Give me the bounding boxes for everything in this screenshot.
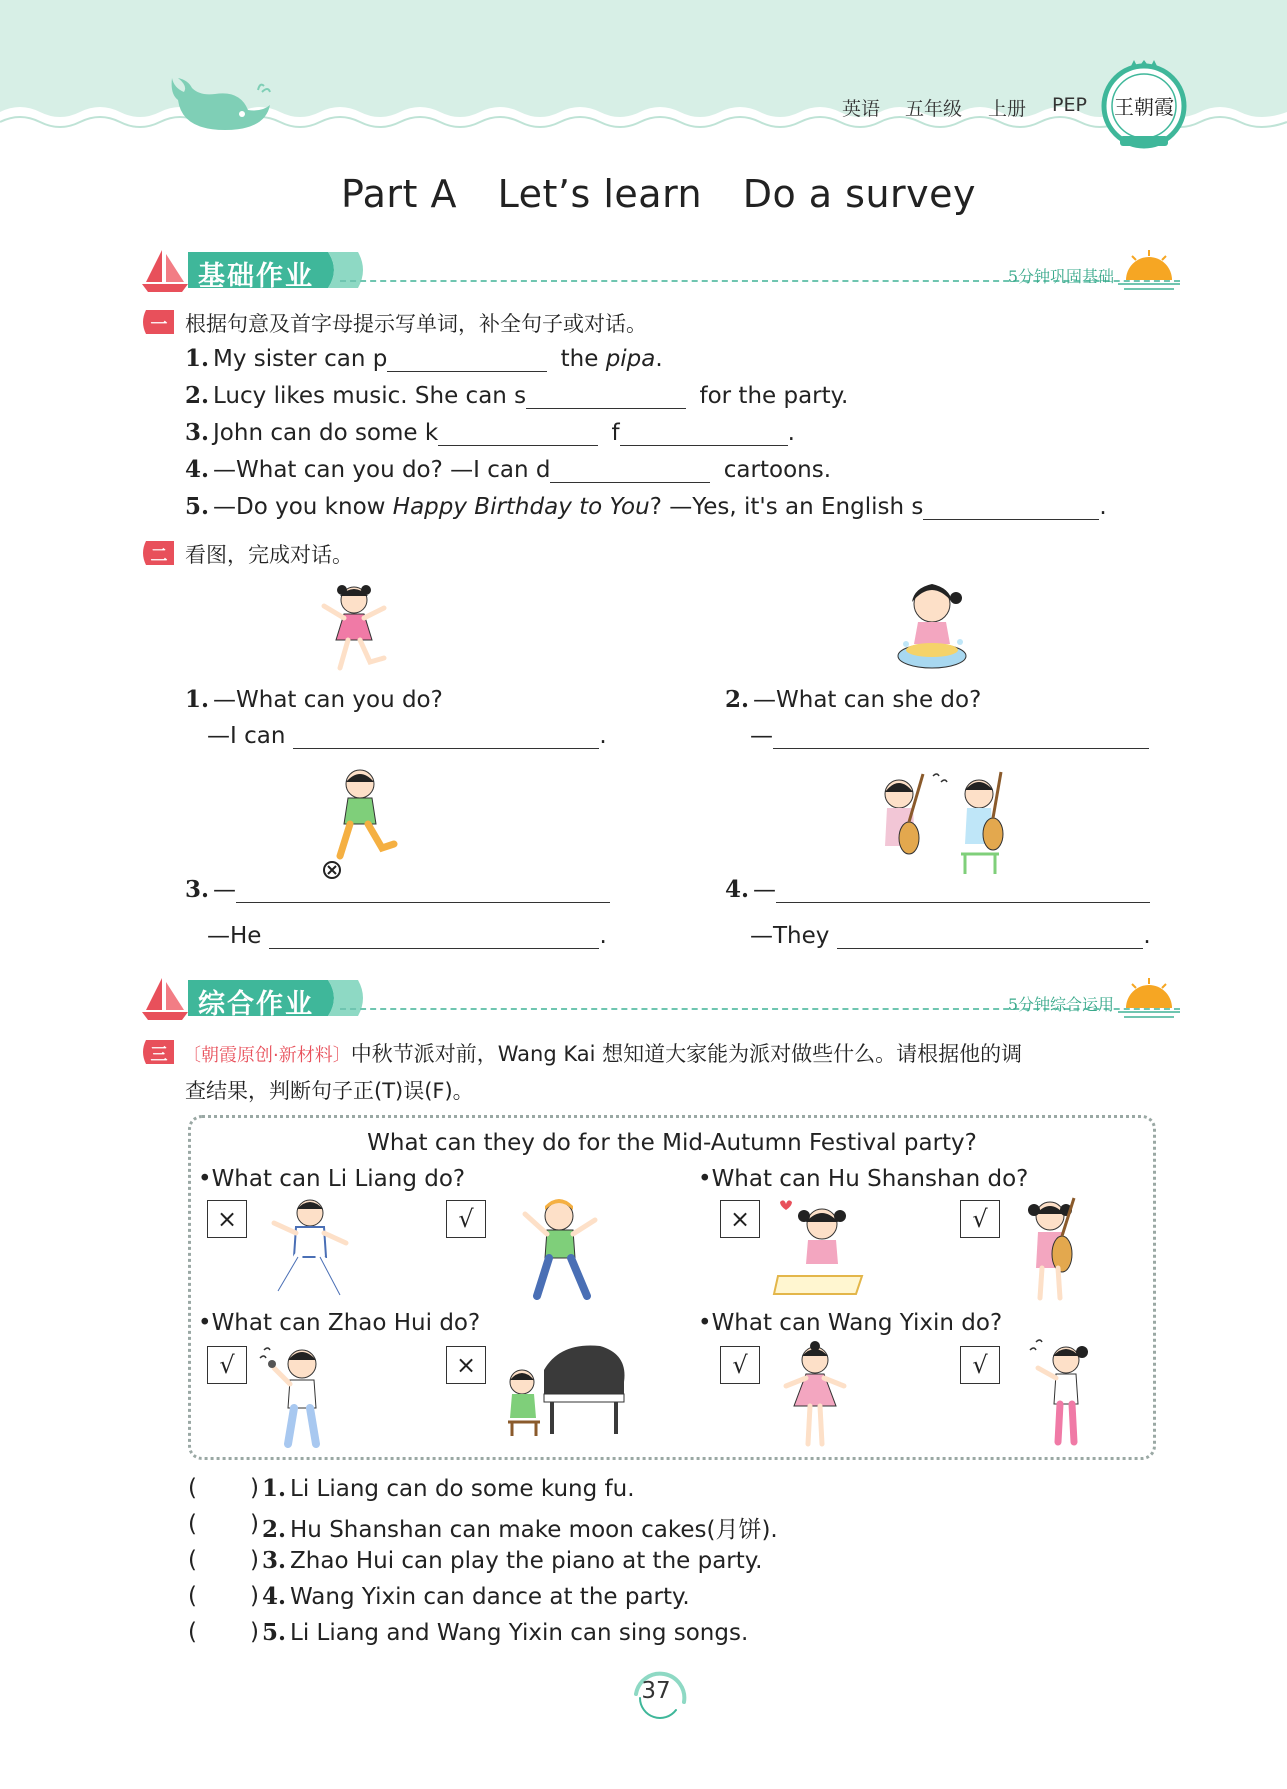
header-edition: PEP [1052,94,1087,116]
q2-item-2-number: 2. [725,686,750,713]
section-basic-header [140,246,1180,294]
q2-item-2-answer [750,723,1149,749]
q1-item-3-end: . [787,420,795,446]
q2-item-3-end: . [599,923,607,949]
q2-item-3-question-text: — [213,877,237,903]
title-activity: Do a survey [742,172,977,216]
q1-item-5-italic: Happy Birthday to You [392,494,650,520]
tf-statement-5-open: ( [188,1619,197,1645]
q1-item-1-blank[interactable] [387,346,547,372]
tf-statement-3-close: ) [250,1547,259,1573]
tf-statement-1-text: Li Liang can do some kung fu. [290,1476,635,1502]
q2-item-3-answer [207,923,607,949]
singing-girl-illustration [1026,1338,1096,1448]
q2-item-1-blank[interactable] [293,723,599,749]
q2-item-4-question-text: — [753,877,777,903]
q2-item-2-question-text: —What can she do? [753,687,982,713]
q2-item-4-number: 4. [725,876,750,903]
tf-statement-5-close: ) [250,1619,259,1645]
brand-logo-seal [1100,58,1188,150]
question-2-number: 二 [150,546,168,566]
q1-item-2-post: for the party. [699,383,849,409]
tf-statement-5-number: 5. [262,1619,287,1646]
tf-statement-3-number: 3. [262,1547,287,1574]
question-2-instruction: 看图，完成对话。 [185,543,353,567]
q2-item-2-question [725,686,981,713]
tf-statement-4-number: 4. [262,1583,287,1610]
tf-statement-1-open: ( [188,1475,197,1501]
q1-item-1-italic: pipa [605,346,656,372]
q2-item-1-question [185,686,443,713]
kung-fu-boy-illustration [262,1195,354,1303]
q2-item-1-question-text: —What can you do? [213,687,443,713]
question-3-instruction-text: 中秋节派对前，Wang Kai 想知道大家能为派对做些什么。请根据他的调 [350,1042,1023,1066]
sailboat-icon [140,246,190,294]
q2-item-2-blank[interactable] [773,723,1149,749]
girl-washing-clothes-illustration [892,574,972,684]
whale-icon [170,70,280,140]
q2-item-4-end: . [1143,923,1151,949]
q1-item-1-end: . [655,346,663,372]
survey-question-li-liang: •What can Li Liang do? [198,1166,466,1192]
sailboat-icon [140,974,190,1022]
q2-item-4-answer-prefix: —They [750,923,830,949]
tf-statement-5-text: Li Liang and Wang Yixin can sing songs. [290,1620,749,1646]
tf-statement-2-number: 2. [262,1516,287,1543]
q1-item-2-text: Lucy likes music. She can s [213,383,527,409]
survey-mark-li-liang-dance: √ [446,1200,486,1238]
tf-statement-3-text: Zhao Hui can play the piano at the party. [290,1548,763,1574]
q2-item-4-answer [750,923,1151,949]
q1-item-4-blank[interactable] [550,457,710,483]
boy-playing-piano-illustration [500,1340,630,1438]
girl-drawing-illustration [772,1198,868,1298]
section-basic-note: 5分钟巩固基础 [1007,267,1114,286]
tf-statement-2-open: ( [188,1511,197,1537]
tf-statement-4-close: ) [250,1583,259,1609]
tf-statement-2-text: Hu Shanshan can make moon cakes(月饼). [290,1517,778,1543]
survey-mark-li-liang-kung-fu: × [207,1200,247,1238]
header-subject: 英语 [842,98,881,120]
tf-statement-1-close: ) [250,1475,259,1501]
girl-playing-pipa-illustration [1016,1194,1086,1304]
q2-item-3-answer-prefix: —He [207,923,262,949]
q2-item-1-end: . [599,723,607,749]
q2-item-4-question [725,876,1150,903]
q1-item-4-post: cartoons. [723,457,832,483]
q2-item-1-number: 1. [185,686,210,713]
tf-statement-4-text: Wang Yixin can dance at the party. [290,1584,690,1610]
page-title [0,172,1287,216]
q2-item-4-blank-question[interactable] [776,877,1150,903]
q1-item-3-blank-2[interactable] [620,420,788,446]
sunrise-icon [1118,976,1180,1022]
question-3-number: 三 [150,1045,168,1065]
q1-item-2-number: 2. [185,382,210,409]
question-3-instruction-line1 [183,1038,1022,1068]
boy-playing-football-illustration [320,764,400,880]
q1-item-1-number: 1. [185,345,210,372]
q1-item-1-text: My sister can p [213,346,388,372]
tf-statement-4-open: ( [188,1583,197,1609]
section-comprehensive-header [140,974,1180,1022]
question-1-number: 一 [150,315,168,335]
q2-item-1-answer [207,723,607,749]
q1-item-3 [185,419,795,446]
q1-item-3-mid: f [611,420,620,446]
q1-item-5-end: . [1099,494,1107,520]
question-3-instruction-line2: 查结果，判断句子正(T)误(F)。 [185,1079,474,1103]
survey-question-hu-shanshan: •What can Hu Shanshan do? [698,1166,1029,1192]
q1-item-5-blank[interactable] [923,494,1099,520]
q1-item-4-text: —What can you do? —I can d [213,457,551,483]
survey-mark-zhao-hui-piano: × [446,1346,486,1384]
tf-statement-1-number: 1. [262,1475,287,1502]
q2-item-4-blank-answer[interactable] [837,923,1143,949]
question-3-source-tag: 〔朝霞原创·新材料〕 [183,1045,351,1066]
section-comprehensive-label: 综合作业 [198,989,314,1020]
title-lesson: Let’s learn [497,172,703,216]
survey-title: What can they do for the Mid-Autumn Festival party? [367,1130,977,1156]
q1-item-4 [185,456,831,483]
singing-boy-illustration [258,1340,338,1448]
survey-question-zhao-hui: •What can Zhao Hui do? [198,1310,481,1336]
q2-item-3-number: 3. [185,876,210,903]
section-basic-label: 基础作业 [198,261,314,292]
q1-item-3-blank-1[interactable] [438,420,598,446]
tf-statement-3-open: ( [188,1547,197,1573]
survey-mark-hu-shanshan-draw: × [720,1200,760,1238]
q2-item-1-answer-prefix: —I can [207,723,286,749]
dancing-girl-illustration [318,582,390,680]
survey-mark-wang-yixin-sing: √ [960,1346,1000,1384]
q1-item-4-number: 4. [185,456,210,483]
q1-item-5-text: —Do you know [213,494,393,520]
q1-item-1 [185,345,663,372]
dancing-boy-illustration [515,1194,607,1304]
header-volume: 上册 [988,98,1027,120]
q1-item-5-post: ? —Yes, it's an English s [649,494,924,520]
survey-mark-hu-shanshan-pipa: √ [960,1200,1000,1238]
sunrise-icon [1118,248,1180,294]
dancing-girl-illustration [780,1340,850,1450]
header-grade: 五年级 [905,98,963,120]
section-comprehensive-note: 5分钟综合运用 [1007,995,1114,1014]
page-number: 37 [641,1678,671,1704]
q1-item-5-number: 5. [185,493,210,520]
q1-item-1-post: the [560,346,606,372]
q1-item-5 [185,493,1107,520]
q1-item-3-text: John can do some k [213,420,439,446]
q1-item-3-number: 3. [185,419,210,446]
q2-item-3-blank-question[interactable] [236,877,610,903]
children-playing-instruments-illustration [875,768,1015,878]
q1-item-2-blank[interactable] [526,383,686,409]
survey-mark-zhao-hui-sing: √ [207,1346,247,1384]
q2-item-2-answer-prefix: — [750,723,773,749]
tf-statement-2-close: ) [250,1511,259,1537]
q2-item-3-blank-answer[interactable] [269,923,599,949]
question-1-instruction: 根据句意及首字母提示写单词，补全句子或对话。 [185,312,647,336]
q2-item-3-question [185,876,610,903]
survey-question-wang-yixin: •What can Wang Yixin do? [698,1310,1003,1336]
q1-item-2 [185,382,848,409]
title-part: Part A [340,172,458,216]
survey-mark-wang-yixin-dance: √ [720,1346,760,1384]
svg-text:王朝霞: 王朝霞 [1114,95,1174,119]
